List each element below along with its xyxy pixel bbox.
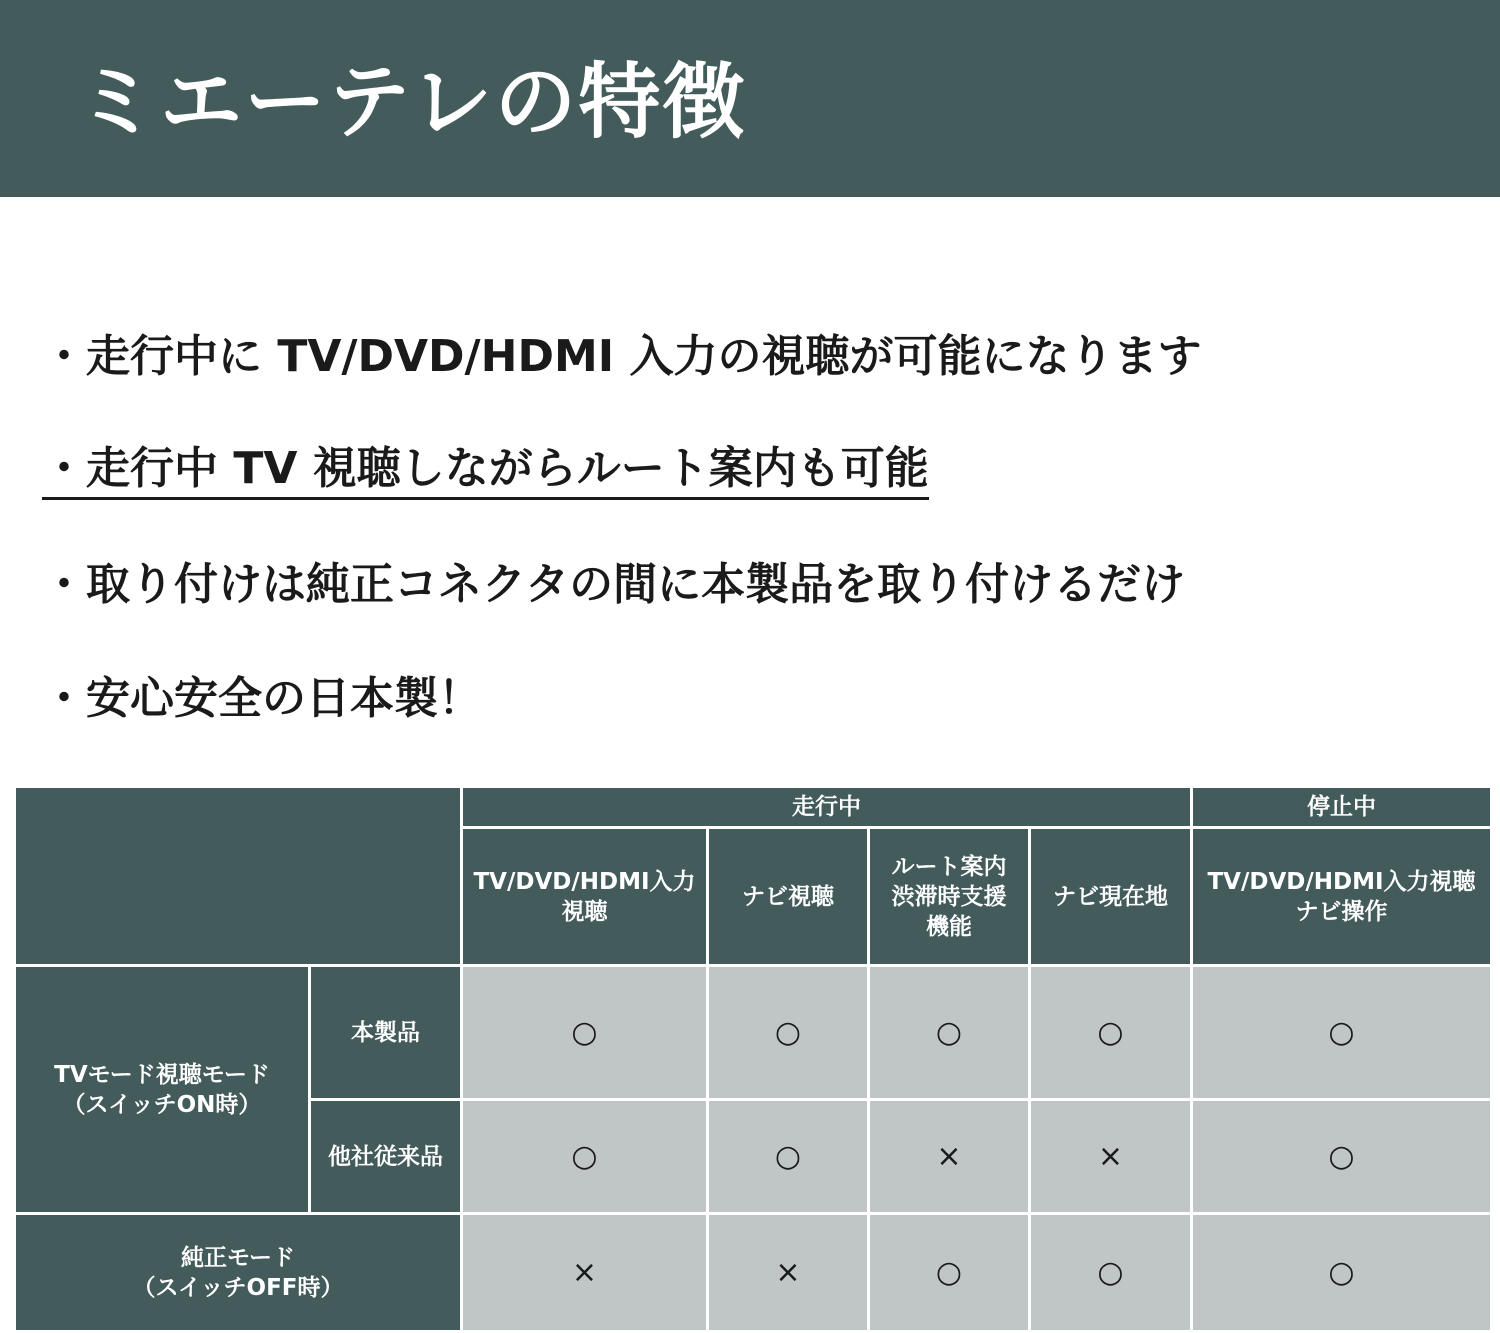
table-cell: ○ [463,967,706,1098]
row-group-tv-mode: TVモード視聴モード （スイッチON時） [16,967,308,1212]
feature-item: ・取り付けは純正コネクタの間に本製品を取り付けるだけ [42,559,1186,610]
table-cell: × [709,1215,867,1330]
comparison-table [16,788,1490,1330]
column-header: ナビ視聴 [709,829,867,964]
table-cell: ○ [1193,1101,1490,1212]
table-cell: ○ [870,967,1028,1098]
table-cell: ○ [1031,1215,1190,1330]
header-banner [0,0,1500,197]
table-cell: ○ [870,1215,1028,1330]
table-corner [16,788,460,964]
table-cell: ○ [709,1101,867,1212]
group-header-stopped: 停止中 [1193,788,1490,826]
page-title: ミエーテレの特徴 [76,55,747,150]
feature-item-underlined: ・走行中 TV 視聴しながらルート案内も可能 [42,441,929,500]
sub-row-this-product: 本製品 [311,967,460,1098]
row-group-oem-mode: 純正モード （スイッチOFF時） [16,1215,460,1330]
table-cell: ○ [1193,1215,1490,1330]
sub-row-other-product: 他社従来品 [311,1101,460,1212]
column-header: TV/DVD/HDMI入力視聴 ナビ操作 [1193,829,1490,964]
feature-item: ・安心安全の日本製！ [42,673,482,724]
column-header: ナビ現在地 [1031,829,1190,964]
table-cell: ○ [463,1101,706,1212]
column-header: TV/DVD/HDMI入力 視聴 [463,829,706,964]
group-header-running: 走行中 [463,788,1190,826]
table-cell: × [1031,1101,1190,1212]
column-header: ルート案内 渋滞時支援 機能 [870,829,1028,964]
table-cell: × [870,1101,1028,1212]
feature-item: ・走行中に TV/DVD/HDMI 入力の視聴が可能になります [42,331,1202,382]
table-cell: ○ [1193,967,1490,1098]
table-cell: × [463,1215,706,1330]
table-cell: ○ [1031,967,1190,1098]
table-cell: ○ [709,967,867,1098]
